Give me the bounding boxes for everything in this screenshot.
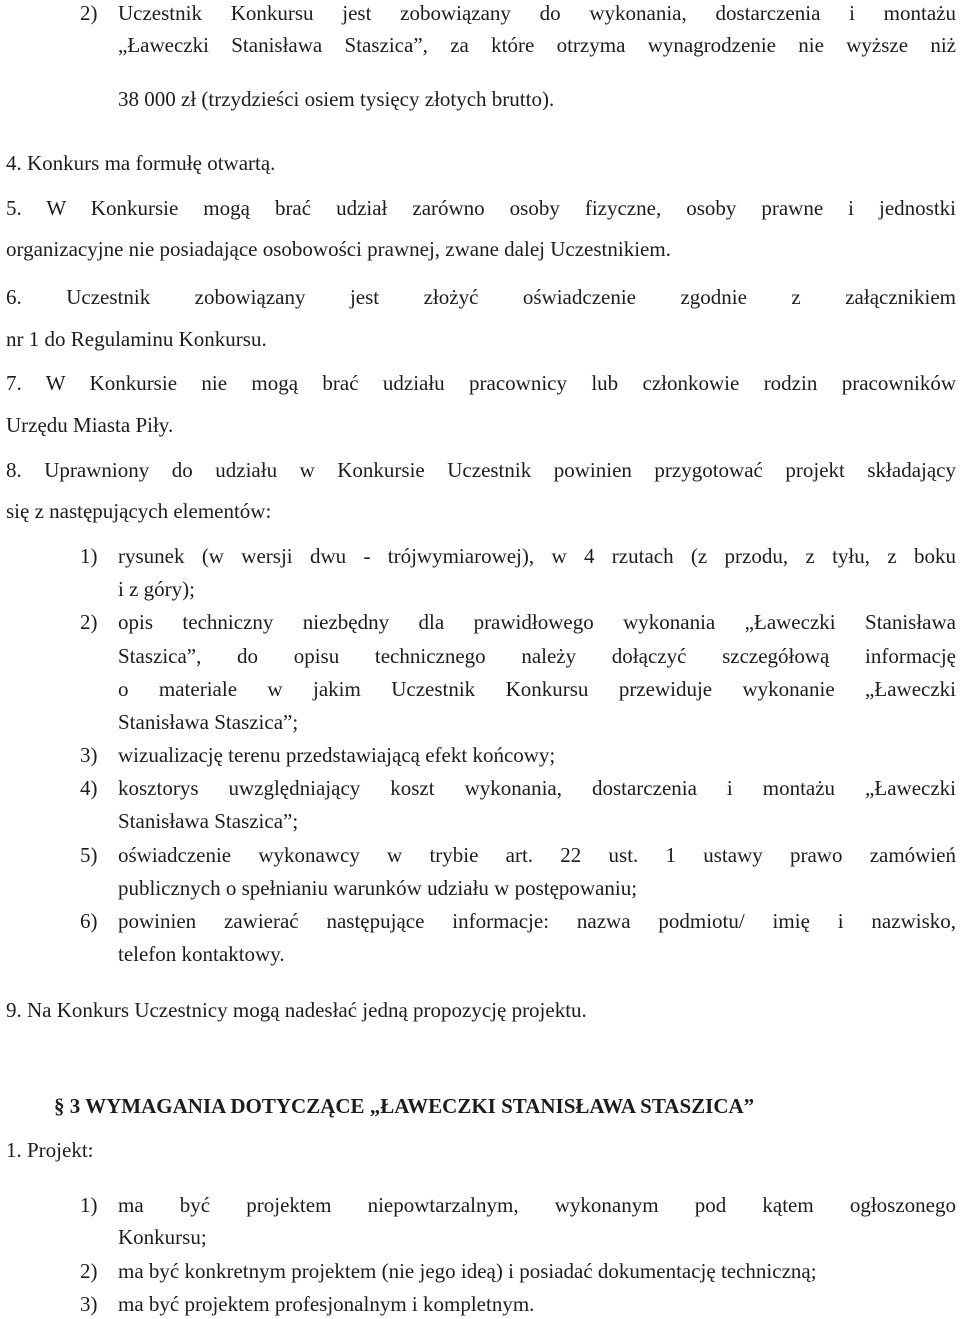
list-item-line: o materiale w jakim Uczestnik Konkursu przewiduje wykonanie „Ławeczki — [118, 677, 956, 701]
list-item-number: 1) — [80, 1193, 98, 1217]
list-item-number: 1) — [80, 544, 98, 568]
list-item-number: 3) — [80, 743, 98, 767]
list-item-line: Stanisława Staszica”; — [118, 809, 299, 833]
paragraph-line: 38 000 zł (trzydzieści osiem tysięcy złotych brutto). — [118, 87, 555, 111]
paragraph-7-line: Urzędu Miasta Piły. — [6, 413, 174, 437]
paragraph-6-line: nr 1 do Regulaminu Konkursu. — [6, 327, 267, 351]
paragraph-9: 9. Na Konkurs Uczestnicy mogą nadesłać jedną propozycję projektu. — [6, 998, 587, 1022]
list-item-number: 2) — [80, 1, 98, 25]
projekt-label: 1. Projekt: — [6, 1138, 94, 1162]
list-item-line: Staszica”, do opisu technicznego należy dołączyć szczegółową informację — [118, 644, 956, 668]
paragraph-5-line: organizacyjne nie posiadające osobowości prawnej, zwane dalej Uczestnikiem. — [6, 237, 671, 261]
section-heading: § 3 WYMAGANIA DOTYCZĄCE „ŁAWECZKI STANISŁAWA STASZICA” — [54, 1094, 755, 1118]
paragraph-4: 4. Konkurs ma formułę otwartą. — [6, 151, 276, 175]
paragraph-line: Uczestnik Konkursu jest zobowiązany do wykonania, dostarczenia i montażu — [118, 1, 956, 25]
list-item-number: 3) — [80, 1292, 98, 1316]
list-item-line: Konkursu; — [118, 1225, 207, 1249]
paragraph-7-line: 7. W Konkursie nie mogą brać udziału pracownicy lub członkowie rodzin pracowników — [6, 371, 956, 395]
list-item-line: ma być projektem profesjonalnym i kompletnym. — [118, 1292, 535, 1316]
paragraph-8-line: się z następujących elementów: — [6, 499, 272, 523]
list-item-number: 5) — [80, 843, 98, 867]
paragraph-6-line: 6. Uczestnik zobowiązany jest złożyć oświadczenie zgodnie z załącznikiem — [6, 285, 956, 309]
list-item-number: 4) — [80, 776, 98, 800]
list-item-line: Stanisława Staszica”; — [118, 710, 299, 734]
list-item-number: 6) — [80, 909, 98, 933]
list-item-number: 2) — [80, 610, 98, 634]
list-item-line: i z góry); — [118, 577, 195, 601]
list-item-line: wizualizację terenu przedstawiającą efekt końcowy; — [118, 743, 556, 767]
paragraph-line: „Ławeczki Stanisława Staszica”, za które otrzyma wynagrodzenie nie wyższe niż — [118, 33, 956, 57]
list-item-number: 2) — [80, 1259, 98, 1283]
list-item-line: telefon kontaktowy. — [118, 942, 285, 966]
paragraph-8-line: 8. Uprawniony do udziału w Konkursie Uczestnik powinien przygotować projekt składający — [6, 458, 956, 482]
list-item-line: oświadczenie wykonawcy w trybie art. 22 ust. 1 ustawy prawo zamówień — [118, 843, 956, 867]
list-item-line: rysunek (w wersji dwu - trójwymiarowej), w 4 rzutach (z przodu, z tyłu, z boku — [118, 544, 956, 568]
paragraph-5-line: 5. W Konkursie mogą brać udział zarówno osoby fizyczne, osoby prawne i jednostki — [6, 196, 956, 220]
list-item-line: opis techniczny niezbędny dla prawidłowego wykonania „Ławeczki Stanisława — [118, 610, 956, 634]
list-item-line: ma być konkretnym projektem (nie jego ideą) i posiadać dokumentację techniczną; — [118, 1259, 817, 1283]
list-item-line: ma być projektem niepowtarzalnym, wykonanym pod kątem ogłoszonego — [118, 1193, 956, 1217]
list-item-line: publicznych o spełnianiu warunków udziału w postępowaniu; — [118, 876, 638, 900]
list-item-line: kosztorys uwzględniający koszt wykonania, dostarczenia i montażu „Ławeczki — [118, 776, 956, 800]
list-item-line: powinien zawierać następujące informacje: nazwa podmiotu/ imię i nazwisko, — [118, 909, 956, 933]
